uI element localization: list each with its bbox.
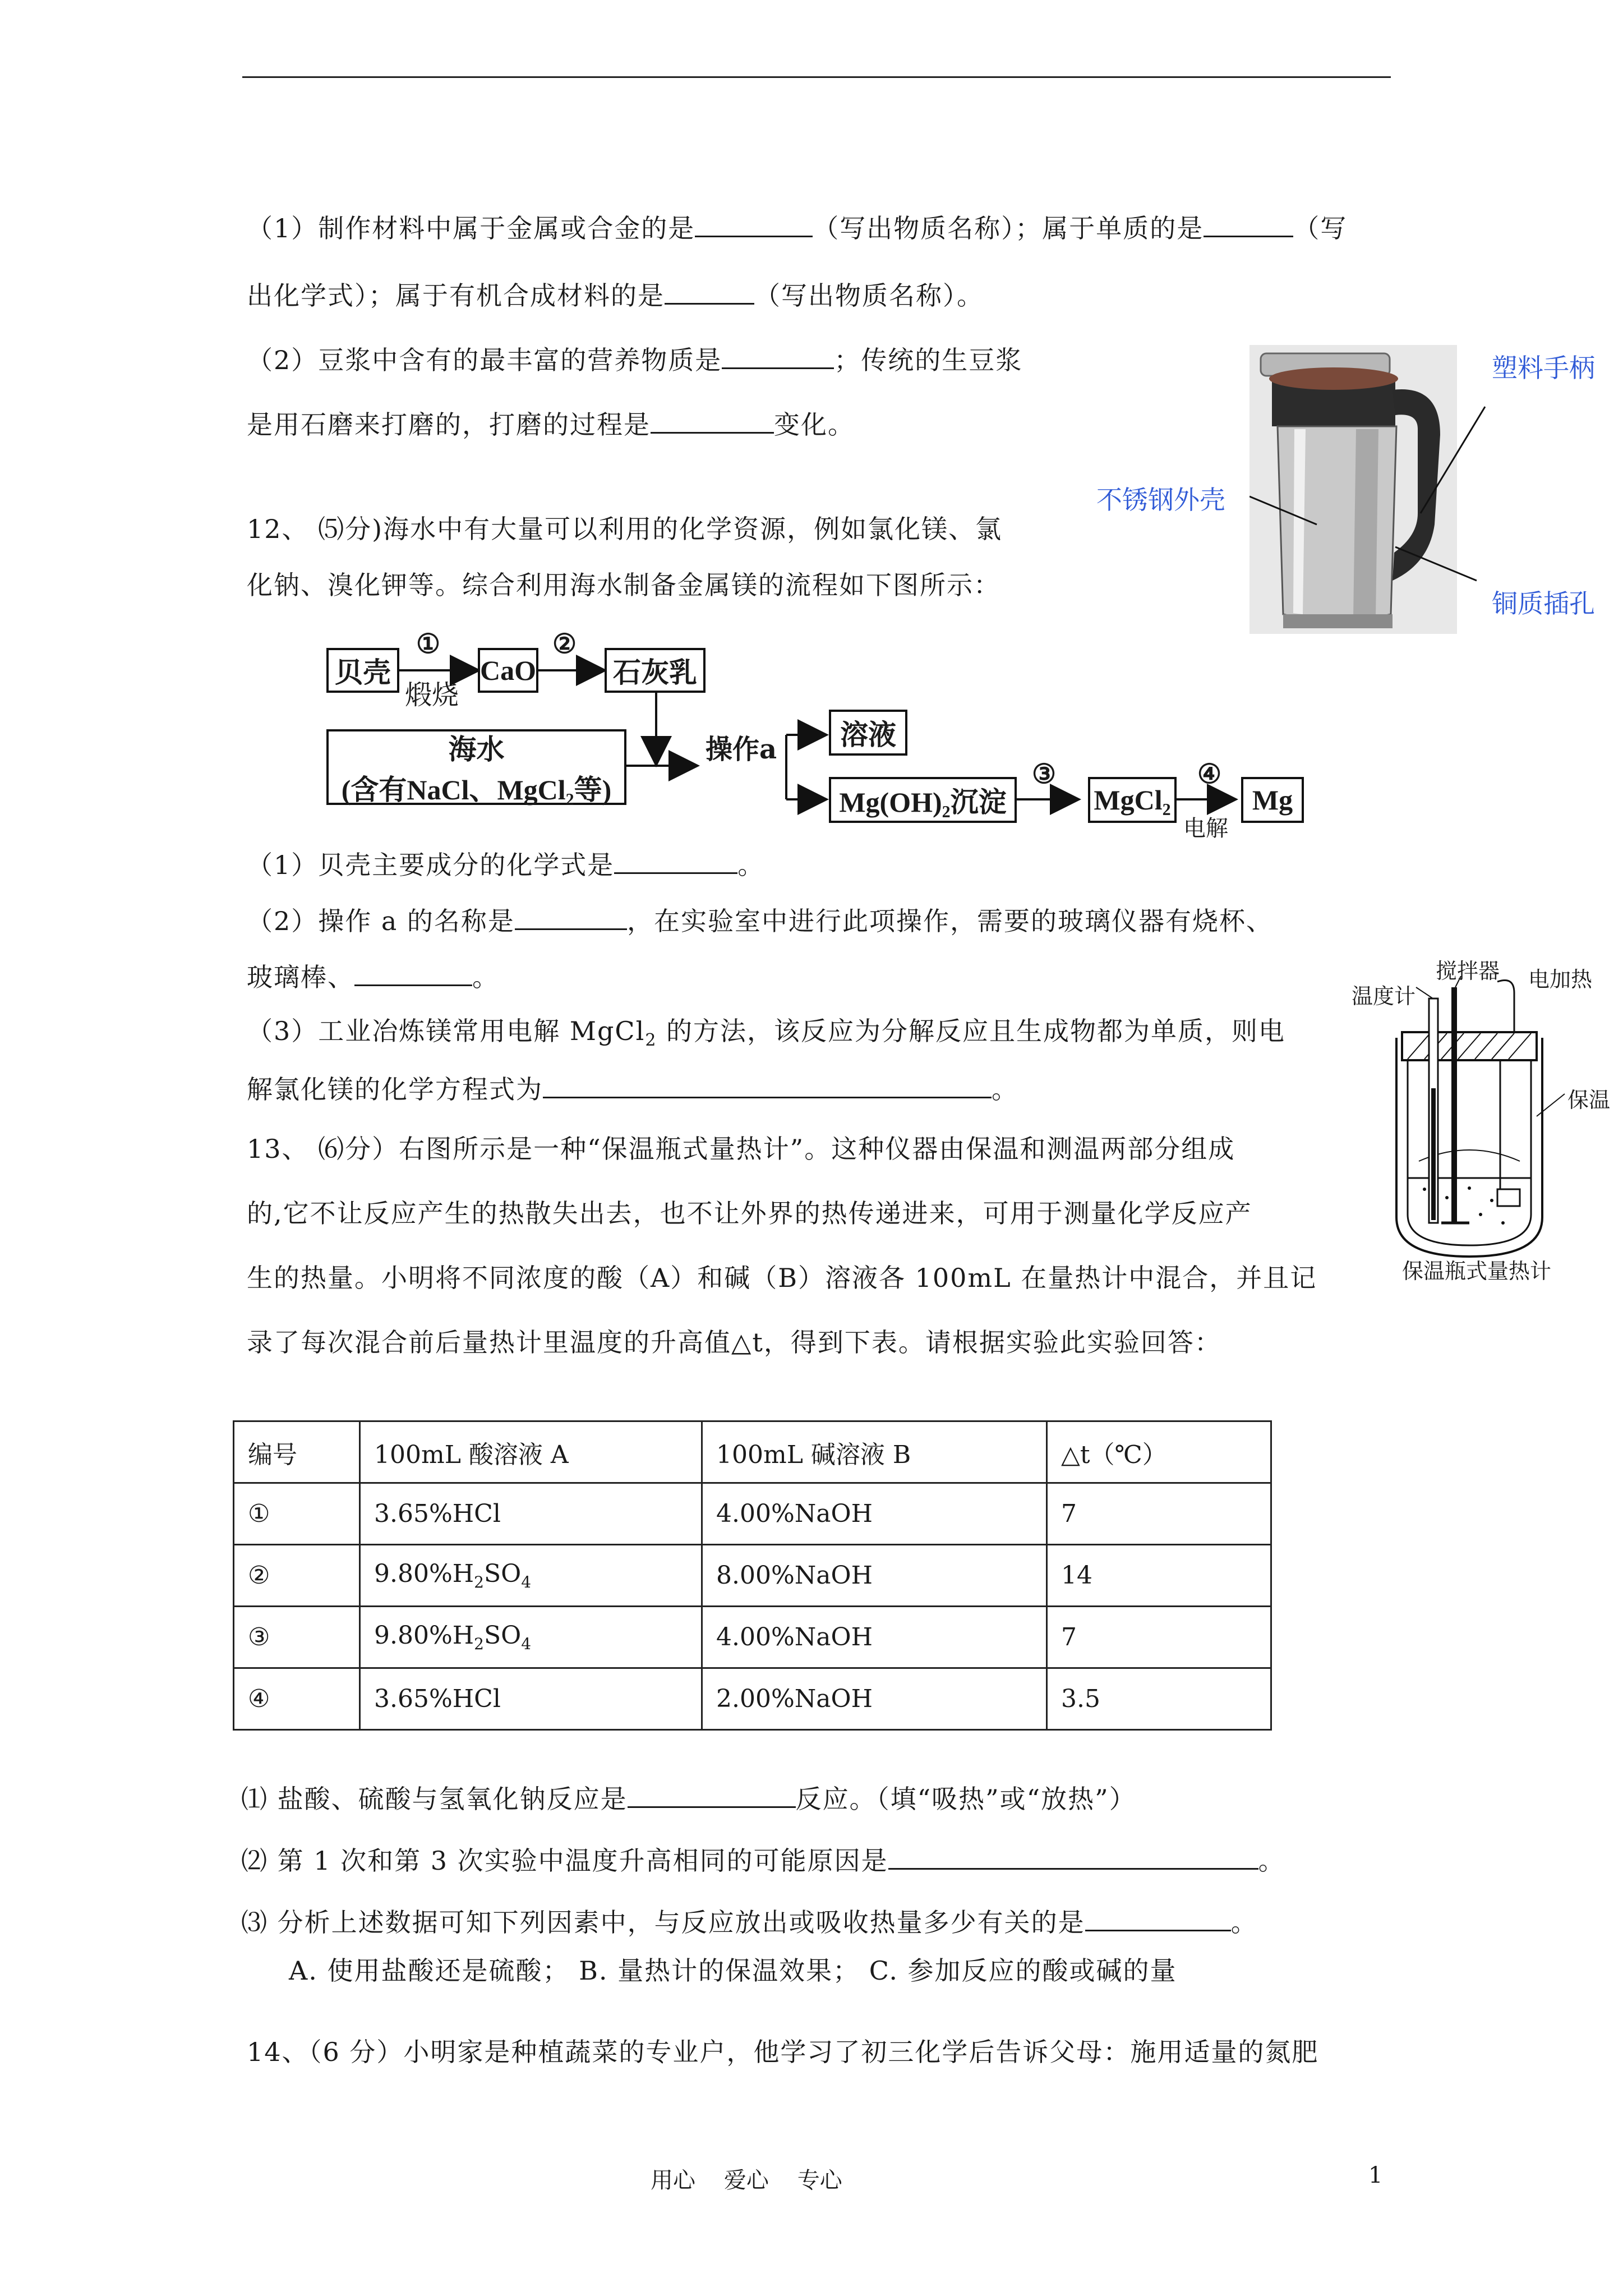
q13-line-1: 13、 ⑹分）右图所示是一种“保温瓶式量热计”。这种仪器由保温和测温两部分组成 — [247, 1134, 1235, 1164]
label-copper-plug: 铜质插孔 — [1492, 588, 1595, 619]
flow-box-lime-milk: 石灰乳 — [605, 648, 706, 693]
cell-id: ② — [234, 1545, 360, 1607]
seawater-label: 海水 — [448, 733, 505, 765]
q12-sub-2: （2）操作 a 的名称是 ，在实验室中进行此项操作，需要的玻璃仪器有烧杯、 — [247, 906, 1273, 936]
cell-base: 4.00%NaOH — [702, 1607, 1047, 1668]
label-steel-shell: 不锈钢外壳 — [1096, 485, 1225, 515]
cell-base: 4.00%NaOH — [702, 1483, 1047, 1545]
flow-box-mg: Mg — [1241, 777, 1304, 823]
thermometer-column — [1431, 1088, 1436, 1220]
q13-sub-1: ⑴ 盐酸、硫酸与氢氧化钠反应是 反应。（填“吸热”或“放热”） — [241, 1784, 1136, 1814]
cell-dt: 3.5 — [1047, 1668, 1271, 1730]
flow-box-mgcl2: MgCl₂ — [1088, 777, 1177, 823]
cell-dt: 7 — [1047, 1483, 1271, 1545]
q12-line-2: 化钠、溴化钾等。综合利用海水制备金属镁的流程如下图所示： — [247, 570, 1000, 600]
calorimeter-caption: 保温瓶式量热计 — [1402, 1259, 1552, 1283]
experiment-table — [233, 1420, 1272, 1731]
q11-line-1: （1）制作材料中属于金属或合金的是 （写出物质名称）；属于单质的是 （写 — [247, 213, 1348, 243]
q12-line-1: 12、 ⑸分)海水中有大量可以利用的化学资源，例如氯化镁、氯 — [247, 514, 1003, 544]
q13-line-3: 生的热量。小明将不同浓度的酸（A）和碱（B）溶液各 100mL 在量热计中混合，并且记 — [247, 1263, 1317, 1293]
machine-top-inner — [1269, 367, 1398, 390]
q13-line-2: 的,它不让反应产生的热散失出去，也不让外界的热传递进来，可用于测量化学反应产 — [247, 1198, 1252, 1228]
label-insulation: 保温 — [1567, 1088, 1611, 1112]
leader-thermometer — [1416, 987, 1433, 999]
header-base: 100mL 碱溶液 B — [702, 1421, 1047, 1483]
header-rule — [242, 76, 1391, 78]
flow-step-4: ④ — [1197, 758, 1222, 790]
heater-element — [1497, 1189, 1520, 1206]
label-heater: 电加热 — [1528, 967, 1593, 992]
table-row — [234, 1545, 1271, 1607]
q14-line-1: 14、（6 分）小明家是种植蔬菜的专业户，他学习了初三化学后告诉父母：施用适量的氮肥 — [247, 2037, 1319, 2067]
header-dt: △t（℃） — [1047, 1421, 1271, 1483]
flow-label-calcine: 煅烧 — [405, 679, 459, 711]
flow-label-electrolysis: 电解 — [1183, 816, 1228, 841]
flow-box-cao: CaO — [478, 648, 538, 693]
label-thermometer: 温度计 — [1352, 984, 1416, 1009]
table-row — [234, 1607, 1271, 1668]
flow-step-2: ② — [552, 628, 577, 660]
calorimeter-figure — [1385, 976, 1621, 1268]
q12-sub-3: （3）工业冶炼镁常用电解 MgCl$_2$ 的方法，该反应为分解反应且生成物都为单质，则电 — [247, 1016, 1286, 1051]
table-row — [234, 1668, 1271, 1730]
q12-sub-3-cont: 解氯化镁的化学方程式为 。 — [247, 1074, 1018, 1105]
cell-acid: 3.65%HCl — [360, 1668, 702, 1730]
q13-sub-3: ⑶ 分析上述数据可知下列因素中，与反应放出或吸收热量多少有关的是 。 — [241, 1907, 1258, 1938]
heater-wire — [1497, 981, 1514, 1033]
stirrer — [1451, 987, 1457, 1223]
q11-line-2: 出化学式）；属于有机合成材料的是 （写出物质名称）。 — [247, 280, 984, 311]
footer-motto: 用心 爱心 专心 — [651, 2168, 842, 2193]
q12-sub-1: （1）贝壳主要成分的化学式是 。 — [247, 850, 765, 880]
flow-box-seawater — [326, 729, 626, 805]
flask-inner — [1408, 1043, 1531, 1245]
machine-base — [1283, 614, 1393, 628]
q11-line-3: （2）豆浆中含有的最丰富的营养物质是 ；传统的生豆浆 — [247, 345, 1023, 375]
q13-line-4: 录了每次混合前后量热计里温度的升高值△t，得到下表。请根据实验此实验回答： — [247, 1327, 1221, 1358]
cell-dt: 7 — [1047, 1607, 1271, 1668]
header-id: 编号 — [234, 1421, 360, 1483]
cell-id: ④ — [234, 1668, 360, 1730]
body-shadow — [1353, 429, 1378, 619]
label-stirrer: 搅拌器 — [1436, 959, 1500, 983]
label-plastic-handle: 塑料手柄 — [1492, 353, 1595, 383]
cell-dt: 14 — [1047, 1545, 1271, 1607]
cell-base: 2.00%NaOH — [702, 1668, 1047, 1730]
q13-options: A. 使用盐酸还是硫酸； B. 量热计的保温效果； C. 参加反应的酸或碱的量 — [289, 1955, 1177, 1986]
q11-line-4: 是用石磨来打磨的，打磨的过程是 变化。 — [247, 409, 855, 440]
q12-sub-2-cont: 玻璃棒、 。 — [247, 962, 499, 992]
flow-label-op-a: 操作a — [706, 734, 777, 765]
table-header-row — [234, 1421, 1271, 1483]
flow-box-precipitate: Mg(OH)₂沉淀 — [829, 777, 1017, 823]
flow-box-solution: 溶液 — [829, 710, 907, 756]
cell-base: 8.00%NaOH — [702, 1545, 1047, 1607]
cell-id: ③ — [234, 1607, 360, 1668]
page-number: 1 — [1368, 2162, 1383, 2188]
cell-acid: 3.65%HCl — [360, 1483, 702, 1545]
cell-acid: $9.80\%H_2SO_4$ — [360, 1545, 702, 1607]
leader-insulation — [1537, 1094, 1565, 1116]
cell-acid: $9.80\%H_2SO_4$ — [360, 1607, 702, 1668]
flow-step-3: ③ — [1032, 758, 1057, 790]
cell-id: ① — [234, 1483, 360, 1545]
q13-sub-2: ⑵ 第 1 次和第 3 次实验中温度升高相同的可能原因是 。 — [241, 1846, 1285, 1876]
header-acid: 100mL 酸溶液 A — [360, 1421, 702, 1483]
flow-step-1: ① — [416, 628, 441, 660]
table-row — [234, 1483, 1271, 1545]
seawater-note: (含有NaCl、MgCl₂等) — [341, 774, 612, 806]
flow-box-shell: 贝壳 — [326, 648, 399, 693]
